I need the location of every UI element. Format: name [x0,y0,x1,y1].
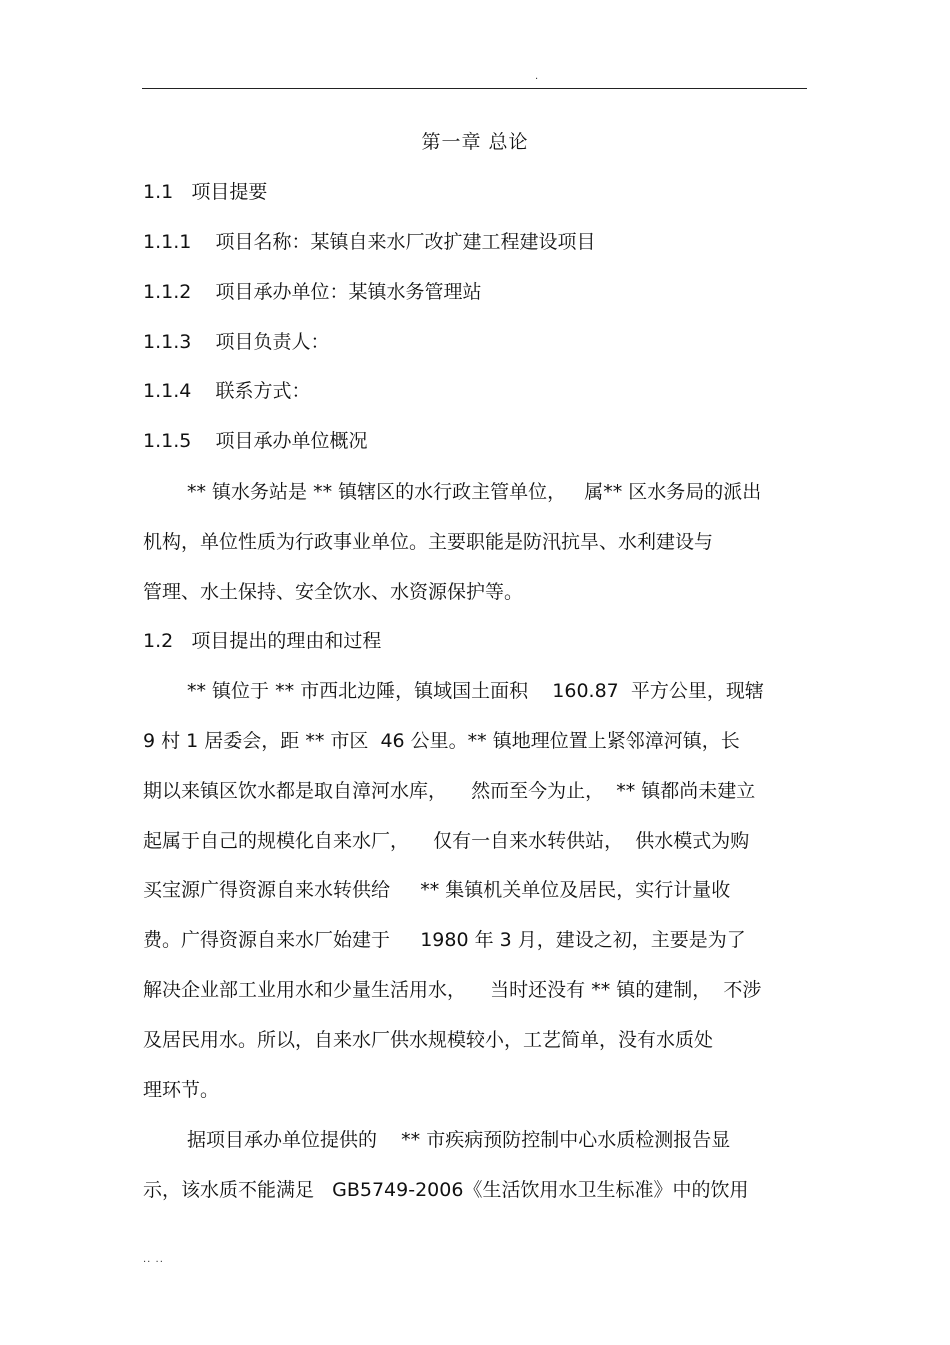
paragraph-line: 理环节。 [143,1079,220,1101]
paragraph-line: 费。广得资源自来水厂始建于 1980 年 3 月，建设之初，主要是为了 [143,929,746,951]
paragraph-line: 机构，单位性质为行政事业单位。主要职能是防汛抗旱、水利建设与 [143,531,714,553]
paragraph-line: ** 镇水务站是 ** 镇辖区的水行政主管单位， 属** 区水务局的派出 [187,481,762,503]
section-heading-1-1-3: 1.1.3 项目负责人： [143,331,330,353]
section-heading-1-1-1: 1.1.1 项目名称：某镇自来水厂改扩建工程建设项目 [143,231,596,253]
paragraph-line: 起属于自己的规模化自来水厂， 仅有一自来水转供站， 供水模式为购 [143,830,750,852]
paragraph-line: 买宝源广得资源自来水转供给 ** 集镇机关单位及居民，实行计量收 [143,879,731,901]
section-heading-1-1-4: 1.1.4 联系方式： [143,380,311,402]
section-heading-1-2: 1.2 项目提出的理由和过程 [143,630,382,652]
header-mark: . [535,71,539,82]
chapter-title: 第一章 总论 [421,131,529,153]
paragraph-line: 期以来镇区饮水都是取自漳河水库， 然而至今为止， ** 镇都尚未建立 [143,780,756,802]
section-heading-1-1-5: 1.1.5 项目承办单位概况 [143,430,368,452]
paragraph-line: 据项目承办单位提供的 ** 市疾病预防控制中心水质检测报告显 [187,1129,731,1151]
section-heading-1-1-2: 1.1.2 项目承办单位：某镇水务管理站 [143,281,482,303]
header-rule [142,88,807,89]
paragraph-line: 示，该水质不能满足 GB5749-2006《生活饮用水卫生标准》中的饮用 [143,1179,749,1201]
footer-mark: .. .. [143,1254,164,1265]
paragraph-line: 9 村 1 居委会，距 ** 市区 46 公里。** 镇地理位置上紧邻漳河镇，长 [143,730,740,752]
paragraph-line: 解决企业部工业用水和少量生活用水， 当时还没有 ** 镇的建制， 不涉 [143,979,762,1001]
paragraph-line: 管理、水土保持、安全饮水、水资源保护等。 [143,581,524,603]
paragraph-line: ** 镇位于 ** 市西北边陲，镇域国土面积 160.87 平方公里，现辖 [187,680,764,702]
section-heading-1-1: 1.1 项目提要 [143,181,268,203]
paragraph-line: 及居民用水。所以，自来水厂供水规模较小，工艺简单，没有水质处 [143,1029,714,1051]
